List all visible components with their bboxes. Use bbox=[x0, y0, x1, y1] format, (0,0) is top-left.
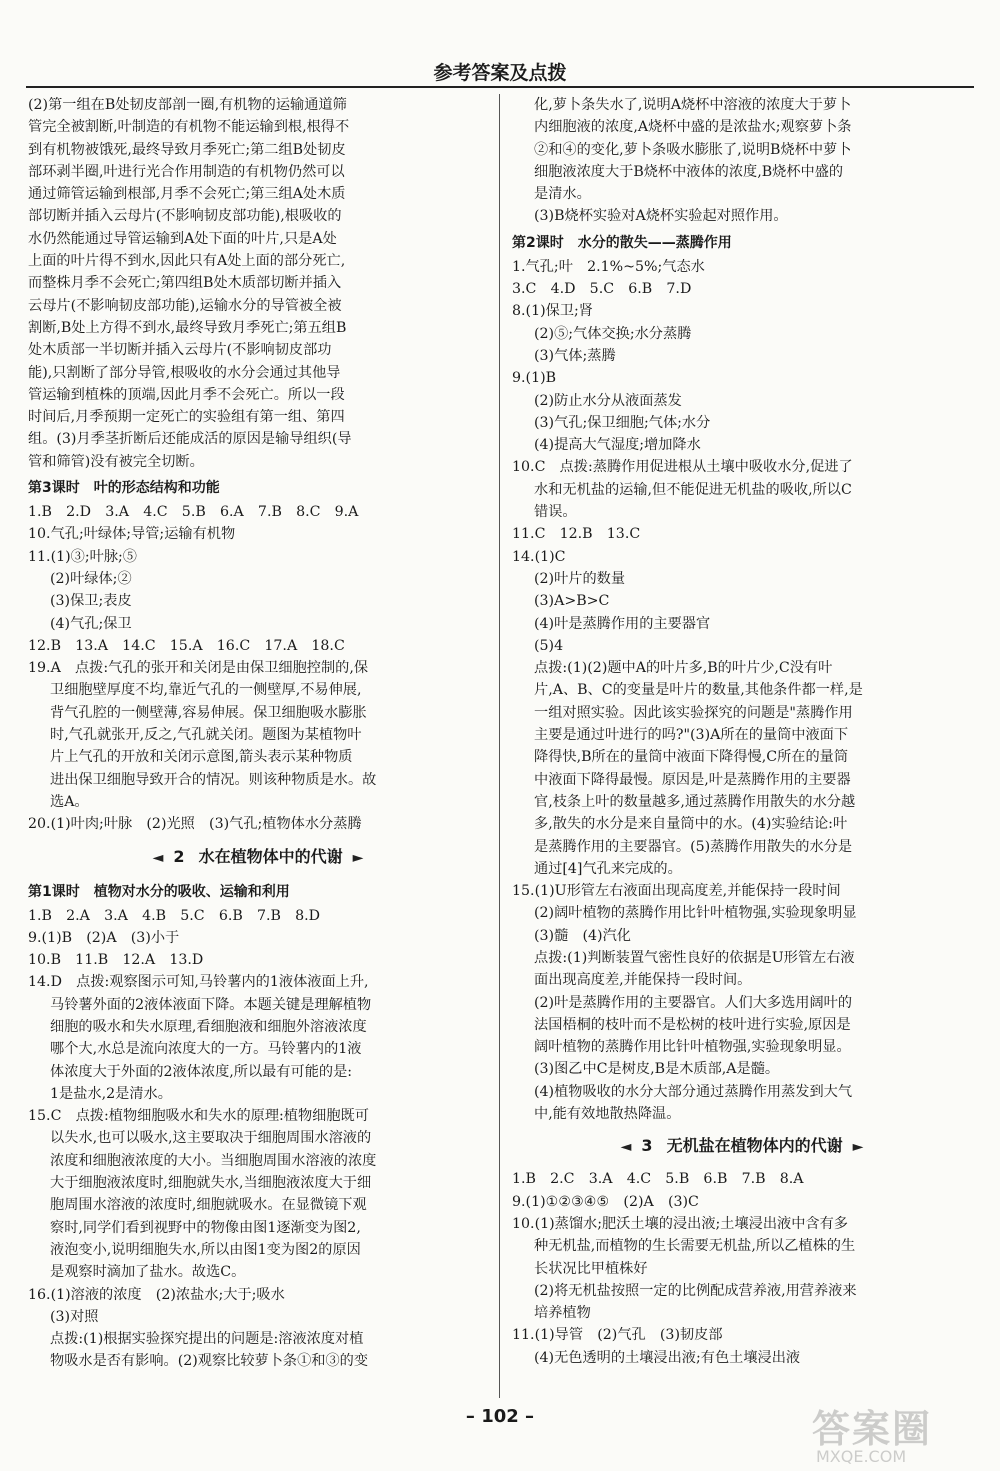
answer-line: 通过[4]气孔来完成的。 bbox=[534, 860, 682, 877]
answer-line: 部切断并插入云母片(不影响韧皮部功能),根吸收的 bbox=[28, 208, 342, 225]
answer-line: 背气孔腔的一侧壁薄,容易伸展。保卫细胞吸水膨胀 bbox=[50, 704, 367, 721]
right-arrow-icon: ► bbox=[352, 849, 364, 866]
left-arrow-icon: ◄ bbox=[152, 849, 164, 866]
answer-line: 1是盐水,2是清水。 bbox=[50, 1085, 172, 1102]
page-number-value: 102 bbox=[481, 1406, 519, 1427]
answer-line: 错误。 bbox=[534, 504, 577, 521]
answer-line: 12.B 13.A 14.C 15.A 16.C 17.A 18.C bbox=[28, 637, 345, 654]
answer-line: (3)B烧杯实验对A烧杯实验起对照作用。 bbox=[534, 208, 788, 225]
answer-line: 11.(1)③;叶脉;⑤ bbox=[28, 548, 137, 565]
answer-line: 云母片(不影响韧皮部功能),运输水分的导管被全被 bbox=[28, 297, 342, 314]
answer-line: (3)气体;蒸腾 bbox=[534, 347, 616, 364]
section-heading bbox=[512, 1129, 972, 1164]
answer-line: 而整株月季不会死亡;第四组B处木质部切断并插入 bbox=[28, 275, 342, 292]
answer-line: (3)图乙中C是树皮,B是木质部,A是髓。 bbox=[534, 1061, 780, 1078]
answer-line: 管完全被割断,叶制造的有机物不能运输到根,根得不 bbox=[28, 119, 350, 136]
section-number: 2 bbox=[173, 846, 185, 866]
answer-line: 上面的叶片得不到水,因此只有A处上面的部分死亡, bbox=[28, 253, 346, 270]
answer-line: 11.C 12.B 13.C bbox=[512, 526, 641, 543]
answer-line: 1.B 2.C 3.A 4.C 5.B 6.B 7.B 8.A bbox=[512, 1171, 804, 1188]
answer-line: (2)防止水分从液面蒸发 bbox=[534, 392, 682, 409]
answer-line: 10.C 点拨:蒸腾作用促进根从土壤中吸收水分,促进了 bbox=[512, 459, 853, 476]
answer-line: 多,散失的水分是来自量筒中的水。(4)实验结论:叶 bbox=[534, 816, 848, 833]
answer-line: 点拨:(1)(2)题中A的叶片多,B的叶片少,C没有叶 bbox=[534, 660, 833, 677]
answer-line: 10.气孔;叶绿体;导管;运输有机物 bbox=[28, 526, 236, 543]
answer-line: 细胞液浓度大于B烧杯中液体的浓度,B烧杯中盛的 bbox=[534, 163, 844, 180]
answer-line: (2)第一组在B处韧皮部剖一圈,有机物的运输通道筛 bbox=[28, 97, 347, 113]
answer-line: 马铃薯外面的2液体液面下降。本题关键是理解植物 bbox=[50, 996, 372, 1013]
answer-line: 3.C 4.D 5.C 6.B 7.D bbox=[512, 281, 692, 298]
answer-line: 卫细胞壁厚度不均,靠近气孔的一侧壁厚,不易伸展, bbox=[50, 682, 362, 699]
answer-line: 一组对照实验。因此该实验探究的问题是"蒸腾作用 bbox=[534, 704, 853, 721]
answer-line: 大于细胞液浓度时,细胞就失水,当细胞液浓度大于细 bbox=[50, 1175, 372, 1192]
answer-line: 组。(3)月季茎折断后还能成活的原因是输导组织(导 bbox=[28, 431, 352, 448]
right-arrow-icon: ► bbox=[852, 1139, 864, 1156]
answer-line: 通过筛管运输到根部,月季不会死亡;第三组A处木质 bbox=[28, 186, 346, 203]
answer-line: 中,能有效地散热降温。 bbox=[534, 1106, 681, 1123]
answer-line: (4)植物吸收的水分大部分通过蒸腾作用蒸发到大气 bbox=[534, 1083, 853, 1100]
answer-line: 管运输到植株的顶端,因此月季不会死亡。所以一段 bbox=[28, 386, 345, 403]
answer-line: 面出现高度差,并能保持一段时间。 bbox=[534, 972, 752, 989]
answer-line: 察时,同学们看到视野中的物像由图1逐渐变为图2, bbox=[50, 1219, 361, 1236]
answer-line: 20.(1)叶肉;叶脉 (2)光照 (3)气孔;植物体水分蒸腾 bbox=[28, 816, 362, 833]
answer-line: 片,A、B、C的变量是叶片的数量,其他条件都一样,是 bbox=[534, 682, 863, 699]
answer-line: 哪个大,水总是流向浓度大的一方。马铃薯内的1液 bbox=[50, 1041, 362, 1058]
answer-line: (4)提高大气湿度;增加降水 bbox=[534, 437, 701, 454]
lesson-heading: 第1课时 植物对水分的吸收、运输和利用 bbox=[28, 883, 290, 900]
answer-line: 选A。 bbox=[50, 793, 89, 810]
answer-line: 到有机物被饿死,最终导致月季死亡;第二组B处韧皮 bbox=[28, 141, 346, 158]
answer-line: (4)气孔;保卫 bbox=[50, 615, 132, 632]
answer-line: 14.D 点拨:观察图示可知,马铃薯内的1液体液面上升, bbox=[28, 974, 369, 991]
answer-line: 是观察时滴加了盐水。故选C。 bbox=[50, 1264, 246, 1281]
answer-line: 水仍然能通过导管运输到A处下面的叶片,只是A处 bbox=[28, 230, 337, 247]
right-column bbox=[512, 94, 972, 1369]
header-rule bbox=[26, 86, 974, 88]
lesson-heading: 第2课时 水分的散失——蒸腾作用 bbox=[512, 234, 732, 251]
answer-line: (2)叶绿体;② bbox=[50, 570, 132, 587]
section-heading bbox=[28, 840, 488, 875]
answer-line: 点拨:(1)判断装置气密性良好的依据是U形管左右液 bbox=[534, 949, 855, 966]
answer-line: ②和④的变化,萝卜条吸水膨胀了,说明B烧杯中萝卜 bbox=[534, 141, 852, 158]
watermark-logo bbox=[812, 1398, 992, 1464]
answer-line: 割断,B处上方得不到水,最终导致月季死亡;第五组B bbox=[28, 319, 347, 336]
answer-line: 长状况比甲植株好 bbox=[534, 1260, 648, 1277]
answer-line: 液泡变小,说明细胞失水,所以由图1变为图2的原因 bbox=[50, 1241, 361, 1258]
answer-line: 15.(1)U形管左右液面出现高度差,并能保持一段时间 bbox=[512, 883, 841, 900]
answer-line: 主要是通过叶进行的吗?"(3)A所在的量筒中液面下 bbox=[534, 727, 849, 744]
answer-line: (3)髓 (4)汽化 bbox=[534, 927, 631, 944]
answer-line: (2)叶是蒸腾作用的主要器官。人们大多选用阔叶的 bbox=[534, 994, 853, 1011]
answer-line: 是蒸腾作用的主要器官。(5)蒸腾作用散失的水分是 bbox=[534, 838, 853, 855]
answer-line: 物吸水是否有影响。(2)观察比较萝卜条①和③的变 bbox=[50, 1353, 369, 1370]
answer-line: (4)无色透明的土壤浸出液;有色土壤浸出液 bbox=[534, 1349, 801, 1366]
answer-line: (4)叶是蒸腾作用的主要器官 bbox=[534, 615, 711, 632]
answer-line: (3)A>B>C bbox=[534, 593, 610, 610]
answer-line: 9.(1)B (2)A (3)小于 bbox=[28, 929, 180, 946]
answer-line: (2)阔叶植物的蒸腾作用比针叶植物强,实验现象明显 bbox=[534, 905, 857, 922]
section-number: 3 bbox=[641, 1136, 653, 1156]
answer-line: 1.气孔;叶 2.1%~5%;气态水 bbox=[512, 258, 705, 275]
page-number: – 102 – bbox=[465, 1406, 535, 1427]
answer-line: 法国梧桐的枝叶而不是松树的枝叶进行实验,原因是 bbox=[534, 1016, 851, 1033]
answer-line: 10.(1)蒸馏水;肥沃土壤的浸出液;土壤浸出液中含有多 bbox=[512, 1215, 848, 1232]
column-divider bbox=[499, 94, 500, 1398]
answer-line: 1.B 2.D 3.A 4.C 5.B 6.A 7.B 8.C 9.A bbox=[28, 504, 359, 521]
answer-line: (3)保卫;表皮 bbox=[50, 593, 132, 610]
watermark-text: 答案圈 bbox=[812, 1407, 933, 1451]
answer-line: 中液面下降得最慢。原因是,叶是蒸腾作用的主要器 bbox=[534, 771, 851, 788]
answer-line: 胞周围水溶液的浓度时,细胞就吸水。在显微镜下观 bbox=[50, 1197, 367, 1214]
answer-line: 官,枝条上叶的数量越多,通过蒸腾作用散失的水分越 bbox=[534, 793, 856, 810]
answer-line: 点拨:(1)根据实验探究提出的问题是:溶液浓度对植 bbox=[50, 1331, 364, 1348]
answer-line: 9.(1)B bbox=[512, 370, 557, 387]
answer-line: (2)⑤;气体交换;水分蒸腾 bbox=[534, 325, 692, 342]
answer-line: 时,气孔就张开,反之,气孔就关闭。题图为某植物叶 bbox=[50, 727, 362, 744]
answer-line: 11.(1)导管 (2)气孔 (3)韧皮部 bbox=[512, 1327, 723, 1344]
answer-line: (3)对照 bbox=[50, 1308, 99, 1325]
answer-line: 15.C 点拨:植物细胞吸水和失水的原理:植物细胞既可 bbox=[28, 1108, 369, 1125]
answer-line: 内细胞液的浓度,A烧杯中盛的是浓盐水;观察萝卜条 bbox=[534, 119, 852, 136]
answer-line: 14.(1)C bbox=[512, 548, 566, 565]
answer-line: (5)4 bbox=[534, 637, 564, 654]
answer-line: 时间后,月季预期一定死亡的实验组有第一组、第四 bbox=[28, 409, 345, 426]
answer-line: 1.B 2.A 3.A 4.B 5.C 6.B 7.B 8.D bbox=[28, 907, 321, 924]
answer-line: (3)气孔;保卫细胞;气体;水分 bbox=[534, 414, 711, 431]
answer-line: 化,萝卜条失水了,说明A烧杯中溶液的浓度大于萝卜 bbox=[534, 97, 852, 113]
answer-line: 阔叶植物的蒸腾作用比针叶植物强,实验现象明显。 bbox=[534, 1039, 851, 1056]
answer-line: 管和筛管)没有被完全切断。 bbox=[28, 453, 204, 470]
section-title: 无机盐在植物体内的代谢 bbox=[666, 1136, 843, 1156]
answer-line: (2)叶片的数量 bbox=[534, 570, 626, 587]
left-arrow-icon: ◄ bbox=[620, 1139, 632, 1156]
answer-line: 细胞的吸水和失水原理,看细胞液和细胞外溶液浓度 bbox=[50, 1018, 367, 1035]
watermark-url: MXQE.COM bbox=[816, 1447, 907, 1466]
page-header-title: 参考答案及点拨 bbox=[433, 62, 567, 84]
answer-line: 16.(1)溶液的浓度 (2)浓盐水;大于;吸水 bbox=[28, 1286, 285, 1303]
lesson-heading: 第3课时 叶的形态结构和功能 bbox=[28, 480, 220, 497]
left-column bbox=[28, 94, 488, 1373]
answer-line: 种无机盐,而植物的生长需要无机盐,所以乙植株的生 bbox=[534, 1238, 856, 1255]
answer-line: 以失水,也可以吸水,这主要取决于细胞周围水溶液的 bbox=[50, 1130, 372, 1147]
answer-line: 浓度和细胞液浓度的大小。当细胞周围水溶液的浓度 bbox=[50, 1152, 377, 1169]
answer-line: 能),只割断了部分导管,根吸收的水分会通过其他导 bbox=[28, 364, 341, 381]
answer-line: 10.B 11.B 12.A 13.D bbox=[28, 952, 204, 969]
answer-line: 是清水。 bbox=[534, 186, 591, 203]
answer-line: 9.(1)①②③④⑤ (2)A (3)C bbox=[512, 1193, 699, 1210]
answer-line: 进出保卫细胞导致开合的情况。则该种物质是水。故 bbox=[50, 771, 377, 788]
answer-line: 片上气孔的开放和关闭示意图,箭头表示某种物质 bbox=[50, 749, 353, 766]
answer-line: 部环剥半圈,叶进行光合作用制造的有机物仍然可以 bbox=[28, 163, 345, 180]
answer-line: 8.(1)保卫;肾 bbox=[512, 303, 593, 320]
answer-line: 水和无机盐的运输,但不能促进无机盐的吸收,所以C bbox=[534, 481, 852, 498]
answer-line: 处木质部一半切断并插入云母片(不影响韧皮部功 bbox=[28, 342, 332, 359]
answer-line: 降得快,B所在的量筒中液面下降得慢,C所在的量筒 bbox=[534, 749, 849, 766]
section-title: 水在植物体中的代谢 bbox=[198, 846, 343, 866]
answer-line: 体浓度大于外面的2液体浓度,所以最有可能的是: bbox=[50, 1063, 353, 1080]
answer-line: 19.A 点拨:气孔的张开和关闭是由保卫细胞控制的,保 bbox=[28, 660, 369, 677]
answer-line: 培养植物 bbox=[534, 1305, 591, 1322]
answer-line: (2)将无机盐按照一定的比例配成营养液,用营养液来 bbox=[534, 1282, 857, 1299]
